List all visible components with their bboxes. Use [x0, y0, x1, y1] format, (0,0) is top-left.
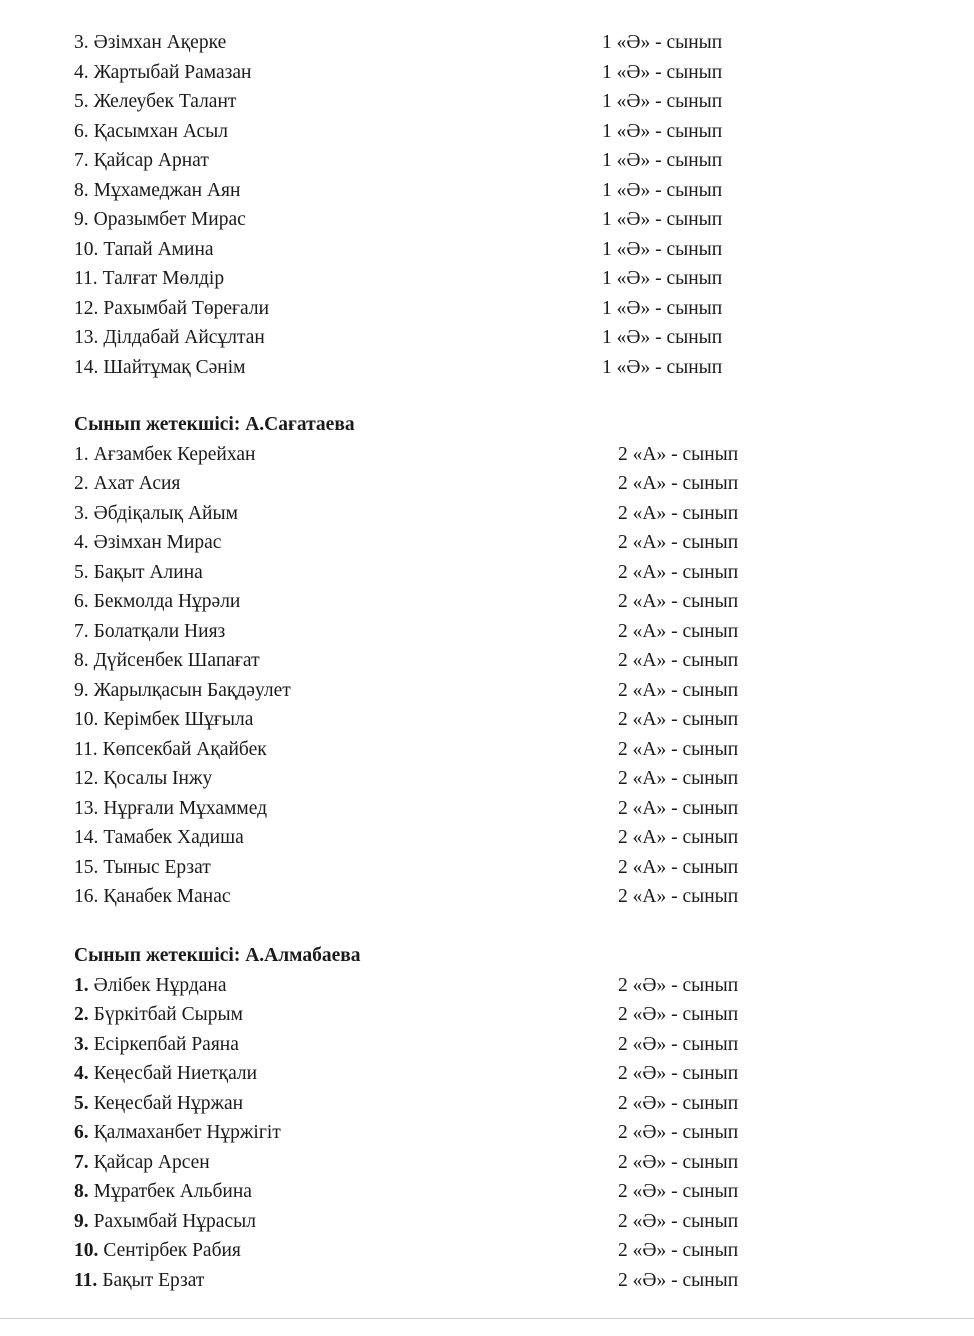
class-label: 1 «Ә» - сынып [602, 179, 723, 201]
list-item [74, 558, 834, 588]
student-name: Мұхамеджан Аян [93, 179, 241, 201]
student-name: Рахымбай Төреғали [103, 297, 270, 319]
list-item [74, 853, 834, 883]
list-item [74, 58, 834, 88]
class-label: 1 «Ә» - сынып [602, 327, 723, 348]
student-name: Әлібек Нұрдана [93, 974, 227, 996]
class-label: 2 «А» - сынып [618, 856, 739, 878]
class-label: 1 «Ә» - сынып [602, 61, 723, 83]
student-name: Оразымбет Мирас [93, 209, 246, 230]
item-number: 14. [74, 356, 99, 378]
student-name: Шайтұмақ Сәнім [103, 356, 246, 378]
item-number: 2. [74, 473, 89, 494]
class-label: 2 «А» - сынып [618, 561, 739, 583]
item-number: 10. [74, 238, 99, 260]
list-item [74, 499, 834, 529]
student-name: Рахымбай Нұрасыл [93, 1210, 256, 1232]
student-list-section [74, 941, 834, 1295]
class-teacher-heading: Сынып жетекшісі: А.Сағатаева [74, 414, 355, 435]
item-number: 4. [74, 1063, 89, 1084]
class-label: 2 «А» - сынып [618, 473, 739, 494]
item-number: 7. [74, 1151, 89, 1173]
class-label: 1 «Ә» - сынып [602, 356, 723, 378]
student-name: Желеубек Талант [93, 91, 237, 112]
list-item [74, 1207, 834, 1237]
list-item [74, 617, 834, 647]
student-name: Көпсекбай Ақайбек [102, 738, 267, 760]
class-label: 2 «Ә» - сынып [618, 1092, 739, 1114]
item-number: 4. [74, 532, 89, 553]
item-number: 1. [74, 974, 89, 996]
item-number: 6. [74, 1122, 89, 1143]
list-item [74, 264, 834, 294]
list-item [74, 882, 834, 912]
student-name: Мұратбек Альбина [93, 1181, 252, 1202]
student-name: Қасымхан Асыл [93, 120, 228, 142]
class-label: 1 «Ә» - сынып [602, 32, 723, 53]
list-item [74, 587, 834, 617]
class-label: 2 «Ә» - сынып [618, 1269, 739, 1291]
student-name: Сентірбек Рабия [103, 1240, 241, 1261]
list-item [74, 705, 834, 735]
student-name: Болатқали Нияз [93, 620, 226, 642]
student-name: Талғат Мөлдір [102, 268, 225, 289]
class-label: 2 «А» - сынып [618, 768, 739, 789]
list-item [74, 528, 834, 558]
item-number: 3. [74, 502, 89, 524]
list-item [74, 971, 834, 1001]
class-label: 2 «А» - сынып [618, 591, 739, 612]
class-label: 2 «А» - сынып [618, 886, 739, 907]
item-number: 3. [74, 32, 89, 53]
student-name: Қайсар Арнат [93, 150, 209, 171]
class-label: 2 «Ә» - сынып [618, 1033, 739, 1055]
list-item [74, 735, 834, 765]
class-label: 2 «Ә» - сынып [618, 1063, 739, 1084]
item-number: 14. [74, 827, 99, 848]
list-item [74, 823, 834, 853]
student-name: Жарылқасын Бақдәулет [93, 679, 291, 701]
student-name: Ахат Асия [93, 473, 181, 494]
list-item [74, 1266, 834, 1296]
list-item [74, 1177, 834, 1207]
item-number: 9. [74, 1210, 89, 1232]
item-number: 10. [74, 1240, 99, 1261]
class-label: 2 «А» - сынып [618, 650, 739, 671]
list-item [74, 1118, 834, 1148]
student-name: Нұрғали Мұхаммед [103, 797, 268, 819]
class-label: 2 «Ә» - сынып [618, 1122, 739, 1143]
list-item [74, 469, 834, 499]
item-number: 16. [74, 886, 99, 907]
item-number: 11. [74, 268, 98, 289]
item-number: 3. [74, 1033, 89, 1055]
class-label: 2 «Ә» - сынып [618, 1240, 739, 1261]
item-number: 15. [74, 856, 99, 878]
item-number: 9. [74, 209, 89, 230]
item-number: 4. [74, 61, 89, 83]
list-item [74, 440, 834, 470]
list-item [74, 676, 834, 706]
class-label: 2 «А» - сынып [618, 827, 739, 848]
class-label: 2 «Ә» - сынып [618, 974, 739, 996]
list-item [74, 1030, 834, 1060]
list-item [74, 176, 834, 206]
student-list-section [74, 410, 834, 912]
list-item [74, 87, 834, 117]
student-name: Есіркепбай Раяна [93, 1033, 239, 1055]
list-item [74, 1236, 834, 1266]
class-label: 2 «А» - сынып [618, 797, 739, 819]
class-label: 2 «А» - сынып [618, 738, 739, 760]
item-number: 8. [74, 650, 89, 671]
student-name: Бақыт Алина [93, 561, 203, 583]
class-label: 1 «Ә» - сынып [602, 120, 723, 142]
student-name: Жартыбай Рамазан [93, 61, 252, 83]
item-number: 13. [74, 797, 99, 819]
list-item [74, 323, 834, 353]
item-number: 2. [74, 1004, 89, 1025]
student-name: Керімбек Шұғыла [103, 709, 254, 730]
list-item [74, 646, 834, 676]
list-item [74, 1000, 834, 1030]
item-number: 13. [74, 327, 99, 348]
item-number: 8. [74, 179, 89, 201]
item-number: 12. [74, 297, 99, 319]
list-item [74, 28, 834, 58]
student-name: Әзімхан Ақерке [93, 32, 227, 53]
item-number: 8. [74, 1181, 89, 1202]
student-name: Бақыт Ерзат [102, 1269, 205, 1291]
list-item [74, 205, 834, 235]
class-label: 2 «А» - сынып [618, 532, 739, 553]
class-label: 2 «Ә» - сынып [618, 1210, 739, 1232]
student-name: Тыныс Ерзат [103, 856, 211, 878]
student-name: Ділдабай Айсұлтан [103, 327, 265, 348]
item-number: 5. [74, 1092, 89, 1114]
item-number: 1. [74, 443, 89, 465]
item-number: 10. [74, 709, 99, 730]
list-item [74, 1089, 834, 1119]
class-label: 1 «Ә» - сынып [602, 91, 723, 112]
student-name: Кеңесбай Ниетқали [93, 1063, 258, 1084]
item-number: 11. [74, 1269, 98, 1291]
item-number: 11. [74, 738, 98, 760]
item-number: 5. [74, 561, 89, 583]
list-item [74, 764, 834, 794]
item-number: 6. [74, 591, 89, 612]
class-label: 1 «Ә» - сынып [602, 297, 723, 319]
student-name: Қайсар Арсен [93, 1151, 210, 1173]
item-number: 7. [74, 620, 89, 642]
student-name: Қанабек Манас [103, 886, 231, 907]
student-name: Ағзамбек Керейхан [93, 443, 256, 465]
class-label: 2 «Ә» - сынып [618, 1181, 739, 1202]
class-label: 1 «Ә» - сынып [602, 150, 723, 171]
student-name: Бүркітбай Сырым [93, 1004, 243, 1025]
student-name: Дүйсенбек Шапағат [93, 650, 260, 671]
student-name: Тапай Амина [103, 238, 214, 260]
page-bottom-edge [0, 1318, 974, 1319]
student-name: Тамабек Хадиша [103, 827, 244, 848]
list-item [74, 294, 834, 324]
class-teacher-heading: Сынып жетекшісі: А.Алмабаева [74, 945, 361, 966]
student-name: Кеңесбай Нұржан [93, 1092, 244, 1114]
class-label: 1 «Ә» - сынып [602, 238, 723, 260]
student-name: Қосалы Інжу [103, 768, 213, 789]
list-item [74, 117, 834, 147]
class-label: 2 «А» - сынып [618, 620, 739, 642]
class-label: 2 «А» - сынып [618, 709, 739, 730]
student-name: Әбдіқалық Айым [93, 502, 238, 524]
list-item [74, 794, 834, 824]
class-label: 1 «Ә» - сынып [602, 268, 723, 289]
list-item [74, 1148, 834, 1178]
student-name: Әзімхан Мирас [93, 532, 222, 553]
item-number: 12. [74, 768, 99, 789]
list-item [74, 146, 834, 176]
item-number: 7. [74, 150, 89, 171]
list-item [74, 1059, 834, 1089]
class-label: 2 «А» - сынып [618, 502, 739, 524]
class-label: 1 «Ә» - сынып [602, 209, 723, 230]
class-label: 2 «Ә» - сынып [618, 1004, 739, 1025]
class-label: 2 «А» - сынып [618, 679, 739, 701]
list-item [74, 235, 834, 265]
student-name: Қалмаханбет Нұржігіт [93, 1122, 281, 1143]
item-number: 5. [74, 91, 89, 112]
student-name: Бекмолда Нұрәли [93, 591, 241, 612]
item-number: 9. [74, 679, 89, 701]
item-number: 6. [74, 120, 89, 142]
class-label: 2 «А» - сынып [618, 443, 739, 465]
class-label: 2 «Ә» - сынып [618, 1151, 739, 1173]
student-list-section [74, 28, 834, 382]
list-item [74, 353, 834, 383]
